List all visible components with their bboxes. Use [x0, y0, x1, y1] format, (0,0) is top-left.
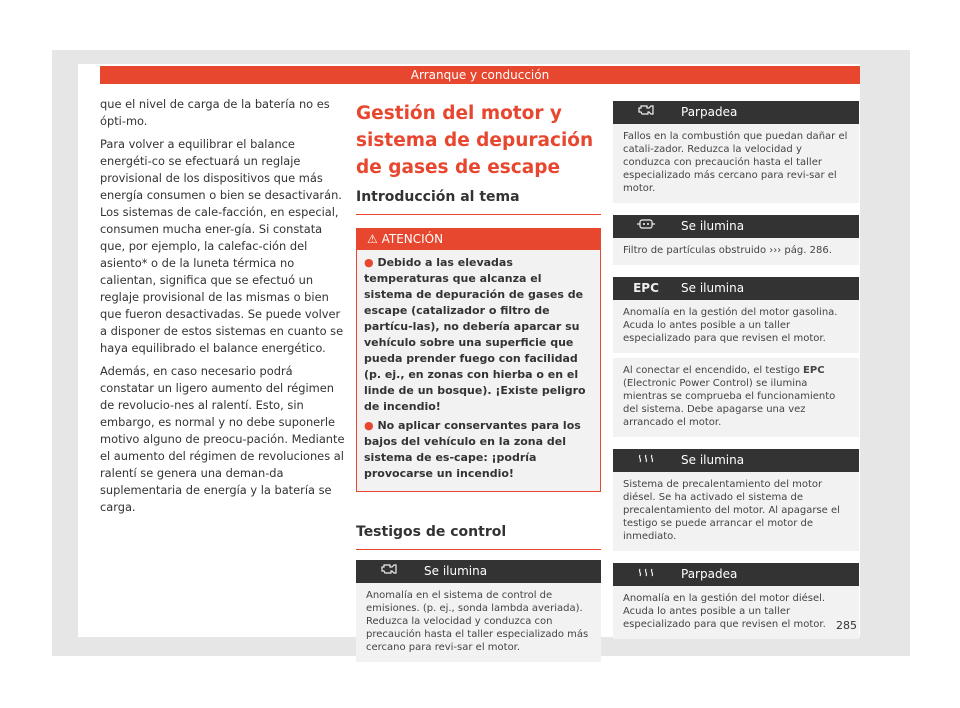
- attention-header: [357, 229, 600, 250]
- attention-text: Debido a las elevadas temperaturas que alcanza el sistema de depuración de gases de escape (catalizador o filtro de partícu-las), no debería aparcar su vehículo sobre una superficie que pueda prender fuego con facilidad (p. ej., en zonas con hierba o en el linde de un bosque). ¡Existe peligro de incendio!: [364, 256, 586, 413]
- lamp-state: Parpadea: [681, 567, 738, 581]
- warning-lamp: [356, 560, 601, 662]
- column-middle: [356, 100, 601, 662]
- section-title: Gestión del motor y sistema de depuración de gases de escape: [356, 103, 594, 178]
- paragraph: que el nivel de carga de la batería no es ópti-mo.: [100, 97, 330, 128]
- epc-icon: EPC: [803, 365, 825, 376]
- lamp-state: Se ilumina: [681, 219, 745, 233]
- warning-icon: ⚠: [367, 232, 378, 246]
- lamp-header: [613, 277, 859, 300]
- glow-plug-icon: [633, 449, 659, 472]
- intro-heading: Introducción al tema: [356, 189, 601, 215]
- lamp-header: [356, 560, 601, 583]
- lamp-state: Se ilumina: [424, 564, 488, 578]
- epc-note-text: Al conectar el encendido, el testigo: [623, 365, 800, 376]
- lamp-description: Anomalía en la gestión del motor diésel. Acuda lo antes posible a un taller especializado para que revisen el motor.: [613, 586, 859, 639]
- lamp-description: Filtro de partículas obstruido ››› pág. 286.: [613, 238, 859, 265]
- lamp-state: Se ilumina: [681, 281, 745, 295]
- lamp-header: [613, 449, 859, 472]
- warning-lights-heading: Testigos de control: [356, 524, 601, 550]
- glow-plug-icon: [633, 563, 659, 586]
- chapter-header: Arranque y conducción: [100, 66, 860, 84]
- warning-lamp: [613, 277, 859, 437]
- continue-mark: »: [848, 562, 858, 581]
- lamp-header: [613, 101, 859, 124]
- warning-lamp: [613, 215, 859, 265]
- engine-icon: [376, 560, 402, 583]
- lamp-header: [613, 215, 859, 238]
- epc-note-text: (Electronic Power Control) se ilumina mientras se comprueba el funcionamiento del sistema. Debe apagarse una vez arrancado el motor.: [623, 378, 836, 428]
- attention-label: ATENCIÓN: [381, 232, 444, 246]
- warning-lamp: [613, 563, 859, 639]
- engine-icon: [633, 101, 659, 124]
- bullet-icon: ●: [364, 419, 374, 432]
- column-left: [100, 96, 345, 522]
- column-right: [613, 101, 859, 639]
- lamp-description: Anomalía en la gestión del motor gasolina. Acuda lo antes posible a un taller especializado para que revisen el motor.: [613, 300, 859, 353]
- lamp-description: [613, 358, 859, 437]
- attention-item: [364, 255, 593, 415]
- warning-lamp: [613, 449, 859, 551]
- lamp-description: Anomalía en el sistema de control de emisiones. (p. ej., sonda lambda averiada). Reduzca la velocidad y conduzca con precaución hasta el taller especializado más cercano para revi-sar el motor.: [356, 583, 601, 662]
- epc-icon: EPC: [633, 281, 659, 295]
- lamp-state: Parpadea: [681, 105, 738, 119]
- attention-text: No aplicar conservantes para los bajos del vehículo en la zona del sistema de es-cape: ¡podría provocarse un incendio!: [364, 419, 581, 480]
- paragraph: Además, en caso necesario podrá constatar un ligero aumento del régimen de revolucio-nes al ralentí. Esto, sin embargo, es normal y no debe suponerle motivo alguno de preocu-pación. Mediante el aumento del régimen de revoluciones al ralentí se genera una deman-da suplementaria de energía y la batería se carga.: [100, 364, 345, 514]
- lamp-header: [613, 563, 859, 586]
- attention-body: [357, 250, 600, 491]
- lamp-description: Fallos en la combustión que puedan dañar el catali-zador. Reduzca la velocidad y conduzca con precaución hasta el taller especializado más cercano para revi-sar el motor.: [613, 124, 859, 203]
- attention-item: [364, 418, 593, 482]
- paragraph: Para volver a equilibrar el balance energéti-co se efectuará un reglaje provisional de los dispositivos que más energía consumen o bien se desactivarán. Los sistemas de cale-facción, en especial, consumen mucha ener-gía. Si constata que, por ejemplo, la calefac-ción del asiento* o de la luneta térmica no calientan, significa que se efectuó un reglaje provisional de las mismas o bien que fueron desactivadas. Se puede volver a disponer de estos sistemas en cuanto se haya equilibrado el balance energético.: [100, 137, 344, 355]
- attention-box: [356, 228, 601, 492]
- lamp-description: Sistema de precalentamiento del motor diésel. Se ha activado el sistema de precalentamiento del motor. Al apagarse el testigo se puede arrancar el motor de inmediato.: [613, 472, 859, 551]
- warning-lamp: [613, 101, 859, 203]
- lamp-state: Se ilumina: [681, 453, 745, 467]
- bullet-icon: ●: [364, 256, 374, 269]
- particle-filter-icon: [633, 215, 659, 238]
- page-number: 285: [836, 619, 857, 632]
